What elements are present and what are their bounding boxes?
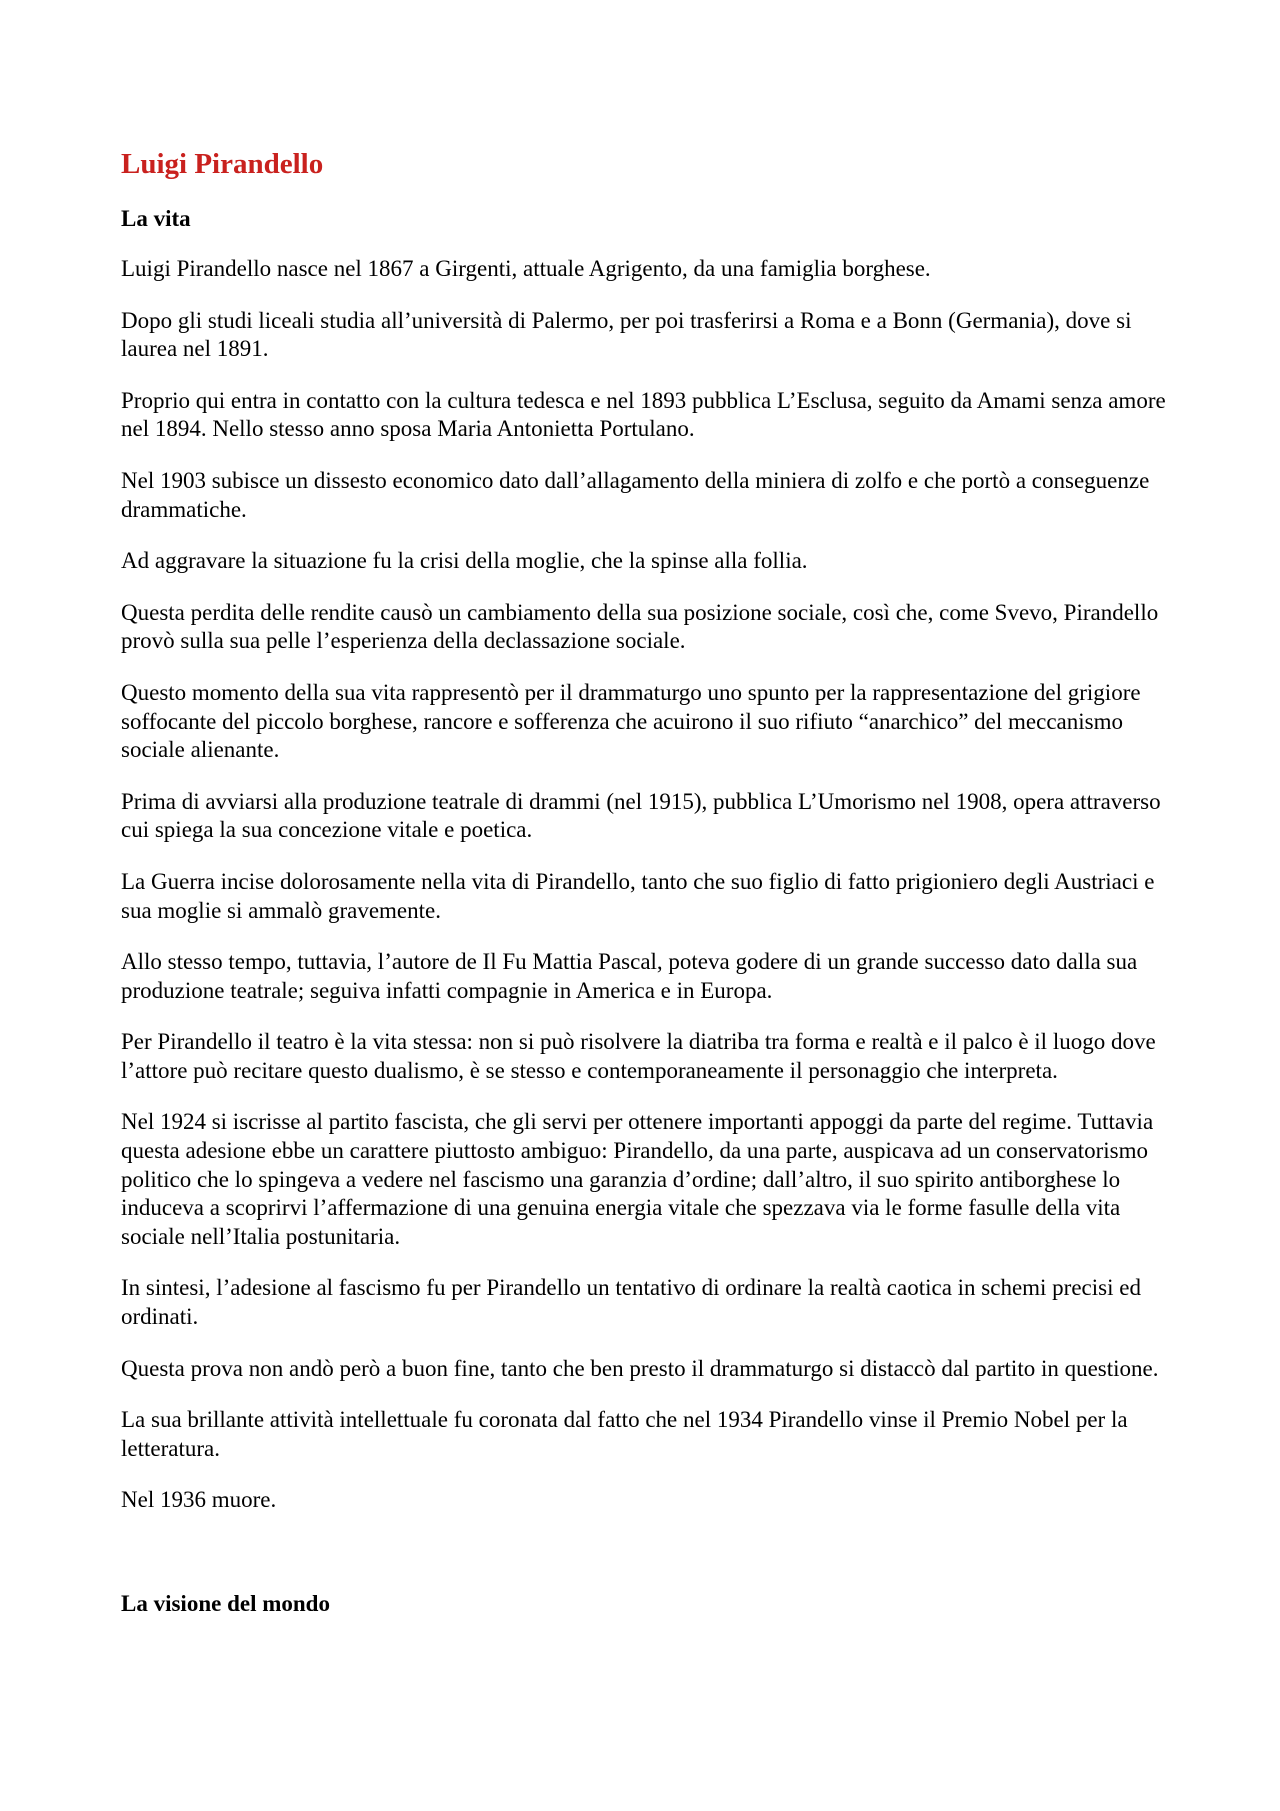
paragraph: Proprio qui entra in contatto con la cultura tedesca e nel 1893 pubblica L’Esclusa, seguito da Amami senza amore nel 1894. Nello stesso anno sposa Maria Antonietta Portulano. — [121, 387, 1166, 442]
paragraph: Questa perdita delle rendite causò un cambiamento della sua posizione sociale, così che, come Svevo, Pirandello provò sulla sua pelle l’esperienza della declassazione sociale. — [121, 599, 1159, 654]
document-page — [121, 147, 1166, 1640]
section-heading-la-visione-del-mondo: La visione del mondo — [121, 1591, 330, 1616]
paragraph: Per Pirandello il teatro è la vita stessa: non si può risolvere la diatriba tra forma e realtà e il palco è il luogo dove l’attore può recitare questo dualismo, è se stesso e contemporaneamente il personaggio che interpreta. — [121, 1029, 1156, 1083]
paragraph: Nel 1936 muore. — [121, 1487, 277, 1513]
paragraph: Questa prova non andò però a buon fine, tanto che ben presto il drammaturgo si distaccò dal partito in questione. — [121, 1355, 1159, 1381]
paragraph: Dopo gli studi liceali studia all’università di Palermo, per poi trasferirsi a Roma e a Bonn (Germania), dove si laurea nel 1891. — [121, 307, 1132, 362]
paragraph: La sua brillante attività intellettuale fu coronata dal fatto che nel 1934 Pirandello vinse il Premio Nobel per la letteratura. — [121, 1407, 1128, 1461]
paragraph: Luigi Pirandello nasce nel 1867 a Girgenti, attuale Agrigento, da una famiglia borghese. — [121, 256, 931, 281]
paragraph: In sintesi, l’adesione al fascismo fu per Pirandello un tentativo di ordinare la realtà caotica in schemi precisi ed ordinati. — [121, 1275, 1141, 1330]
paragraph: Prima di avviarsi alla produzione teatrale di drammi (nel 1915), pubblica L’Umorismo nel 1908, opera attraverso cui spiega la sua concezione vitale e poetica. — [121, 788, 1161, 843]
paragraph: Nel 1903 subisce un dissesto economico dato dall’allagamento della miniera di zolfo e che portò a conseguenze drammatiche. — [121, 467, 1150, 522]
paragraph: Questo momento della sua vita rappresentò per il drammaturgo uno spunto per la rappresentazione del grigiore soffocante del piccolo borghese, rancore e sofferenza che acuirono il suo rifiuto “anarchico” del meccanismo sociale alienante. — [121, 679, 1141, 763]
paragraph: La Guerra incise dolorosamente nella vita di Pirandello, tanto che suo figlio di fatto prigioniero degli Austriaci e sua moglie si ammalò gravemente. — [121, 868, 1155, 923]
paragraph: Allo stesso tempo, tuttavia, l’autore de Il Fu Mattia Pascal, poteva godere di un grande successo dato dalla sua produzione teatrale; seguiva infatti compagnie in America e in Europa. — [121, 949, 1138, 1003]
paragraph: Nel 1924 si iscrisse al partito fascista, che gli servi per ottenere importanti appoggi da parte del regime. Tuttavia questa adesione ebbe un carattere piuttosto ambiguo: Pirandello, da una parte, auspicava ad un conservatorismo politico che lo spingeva a vedere nel fascismo una garanzia d’ordine; dall’altro, il suo spirito antiborghese lo induceva a scoprirvi l’affermazione di una genuina energia vitale che spezzava via le forme fasulle della vita sociale nell’Italia postunitaria. — [121, 1109, 1154, 1249]
document-title: Luigi Pirandello — [121, 148, 324, 180]
paragraph: Ad aggravare la situazione fu la crisi della moglie, che la spinse alla follia. — [121, 548, 808, 574]
section-spacer — [121, 1538, 1166, 1590]
section-heading-la-vita: La vita — [121, 206, 191, 231]
